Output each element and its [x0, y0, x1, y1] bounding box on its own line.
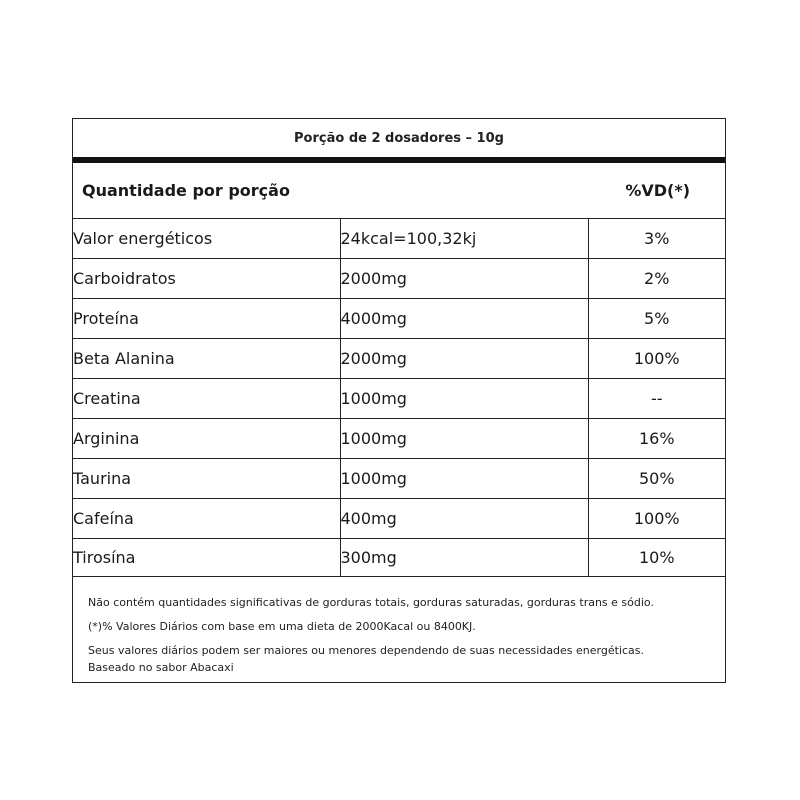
nutrient-daily-value: 100%: [588, 499, 725, 539]
footnote-no-significant-fats: Não contém quantidades significativas de gorduras totais, gorduras saturadas, gorduras trans e sódio.: [88, 596, 654, 609]
nutrient-daily-value: 10%: [588, 539, 725, 577]
footnote-daily-values-basis: (*)% Valores Diários com base em uma dieta de 2000Kacal ou 8400KJ.: [88, 620, 476, 633]
nutrient-name: Cafeína: [73, 499, 340, 539]
table-row: [73, 219, 725, 259]
table-row: [73, 539, 725, 577]
nutrient-amount: 1000mg: [340, 459, 588, 499]
nutrient-name: Valor energéticos: [73, 219, 340, 259]
daily-value-heading: %VD(*): [625, 181, 690, 200]
nutrient-name: Taurina: [73, 459, 340, 499]
nutrient-name: Carboidratos: [73, 259, 340, 299]
nutrient-daily-value: 50%: [588, 459, 725, 499]
table-row: [73, 259, 725, 299]
nutrient-daily-value: 100%: [588, 339, 725, 379]
nutrient-amount: 300mg: [340, 539, 588, 577]
nutrient-name: Proteína: [73, 299, 340, 339]
nutrient-daily-value: 2%: [588, 259, 725, 299]
nutrient-name: Arginina: [73, 419, 340, 459]
nutrients-table: [73, 219, 725, 577]
table-row: [73, 339, 725, 379]
table-row: [73, 379, 725, 419]
portion-size: Porção de 2 dosadores – 10g: [294, 130, 504, 146]
nutrient-amount: 2000mg: [340, 339, 588, 379]
table-row: [73, 499, 725, 539]
nutrient-name: Tirosína: [73, 539, 340, 577]
footnotes: [73, 577, 725, 676]
nutrient-amount: 400mg: [340, 499, 588, 539]
nutrient-amount: 2000mg: [340, 259, 588, 299]
nutrient-amount: 24kcal=100,32kj: [340, 219, 588, 259]
table-header: [73, 163, 725, 219]
nutrient-amount: 1000mg: [340, 379, 588, 419]
nutrition-facts-label: [72, 118, 726, 683]
nutrient-name: Beta Alanina: [73, 339, 340, 379]
nutrient-daily-value: 16%: [588, 419, 725, 459]
nutrient-amount: 4000mg: [340, 299, 588, 339]
table-row: [73, 299, 725, 339]
footnote-daily-values-variation: Seus valores diários podem ser maiores ou menores dependendo de suas necessidades energéticas.: [88, 644, 645, 657]
nutrient-daily-value: --: [588, 379, 725, 419]
nutrient-amount: 1000mg: [340, 419, 588, 459]
table-row: [73, 419, 725, 459]
footnote-flavor: Baseado no sabor Abacaxi: [88, 661, 234, 674]
nutrient-daily-value: 3%: [588, 219, 725, 259]
nutrient-name: Creatina: [73, 379, 340, 419]
table-row: [73, 459, 725, 499]
nutrient-daily-value: 5%: [588, 299, 725, 339]
quantity-per-portion-heading: Quantidade por porção: [82, 181, 290, 200]
